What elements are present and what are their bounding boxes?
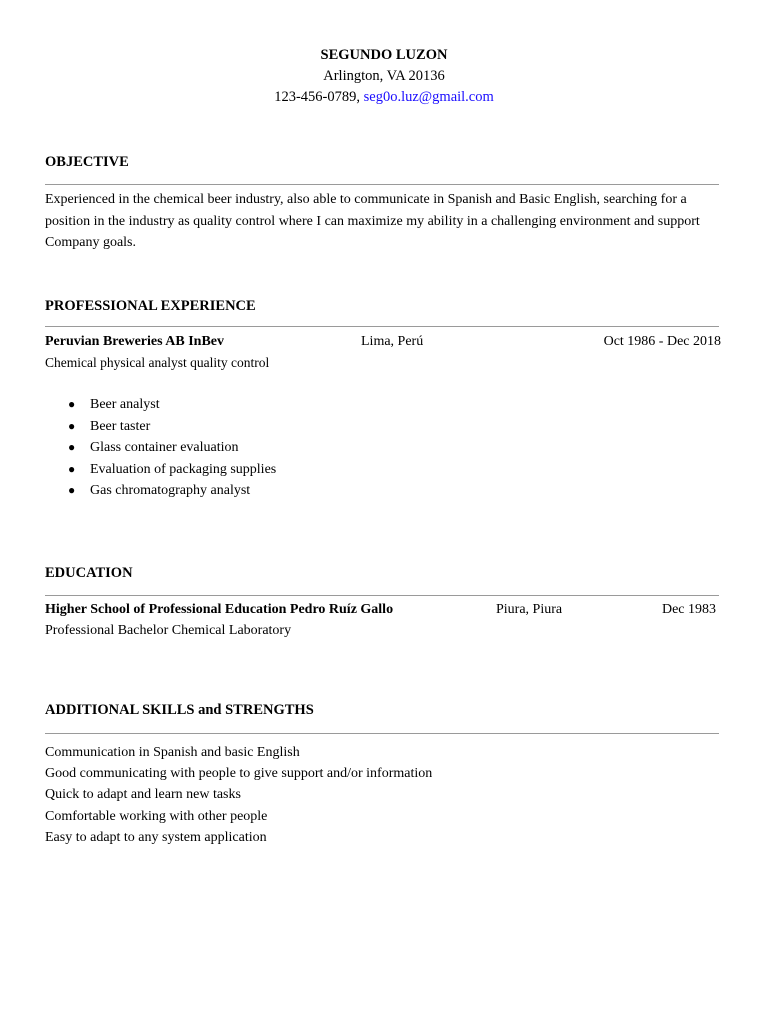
list-item: Comfortable working with other people: [45, 808, 268, 824]
school-date: Dec 1983: [661, 602, 716, 617]
objective-text: Experienced in the chemical beer industry, also able to communicate in Spanish and Basic English, searching for a position in the industry as quality control where I can maximize my ability in a challenging environment and support Company goals.: [45, 192, 700, 250]
school-location: Piura, Piura: [496, 602, 563, 617]
objective-section: [45, 152, 719, 254]
skills-rule: [45, 733, 719, 734]
job-role: Chemical physical analyst quality control: [45, 355, 270, 370]
candidate-email-link[interactable]: seg0o.luz@gmail.com: [363, 89, 494, 105]
job-employer: Peruvian Breweries AB InBev: [45, 334, 225, 349]
skills-list: [45, 742, 719, 848]
bullet-icon: ●: [68, 461, 76, 476]
skills-section: [45, 700, 719, 848]
education-rule: [45, 595, 719, 596]
list-item: Communication in Spanish and basic English: [45, 745, 300, 760]
job-dates: Oct 1986 - Dec 2018: [603, 334, 721, 349]
list-item: ● Beer taster: [68, 416, 276, 438]
education-row: [45, 599, 719, 620]
experience-rule: [45, 326, 719, 327]
candidate-address: Arlington, VA 20136: [323, 68, 445, 84]
list-item: Good communicating with people to give support and/or information: [45, 766, 433, 782]
list-item: ● Evaluation of packaging supplies: [68, 459, 276, 481]
experience-title: PROFESSIONAL EXPERIENCE: [45, 298, 256, 314]
candidate-phone: 123-456-0789,: [274, 89, 361, 105]
bullet-icon: ●: [68, 397, 76, 411]
bullet-icon: ●: [68, 418, 76, 433]
bullet-icon: ●: [68, 483, 76, 497]
job-location: Lima, Perú: [361, 334, 424, 349]
list-item: Easy to adapt to any system application: [45, 829, 267, 845]
list-item: ● Beer analyst: [68, 394, 276, 416]
resume-header: [0, 45, 768, 108]
bullet-icon: ●: [68, 440, 76, 454]
education-section: [45, 563, 719, 641]
degree: Professional Bachelor Chemical Laboratory: [45, 623, 292, 638]
job-row: [45, 331, 719, 352]
candidate-name: SEGUNDO LUZON: [320, 47, 448, 63]
contact-line: [0, 87, 768, 108]
objective-rule: [45, 184, 719, 185]
list-item: ● Gas chromatography analyst: [68, 480, 276, 502]
list-item: Quick to adapt and learn new tasks: [45, 787, 241, 803]
experience-section: [45, 296, 719, 373]
list-item: ● Glass container evaluation: [68, 437, 276, 459]
job-bullet-list: [68, 394, 276, 502]
education-title: EDUCATION: [45, 565, 133, 581]
objective-title: OBJECTIVE: [45, 154, 129, 170]
skills-title: ADDITIONAL SKILLS and STRENGTHS: [45, 702, 314, 718]
school-name: Higher School of Professional Education Pedro Ruíz Gallo: [45, 602, 394, 617]
